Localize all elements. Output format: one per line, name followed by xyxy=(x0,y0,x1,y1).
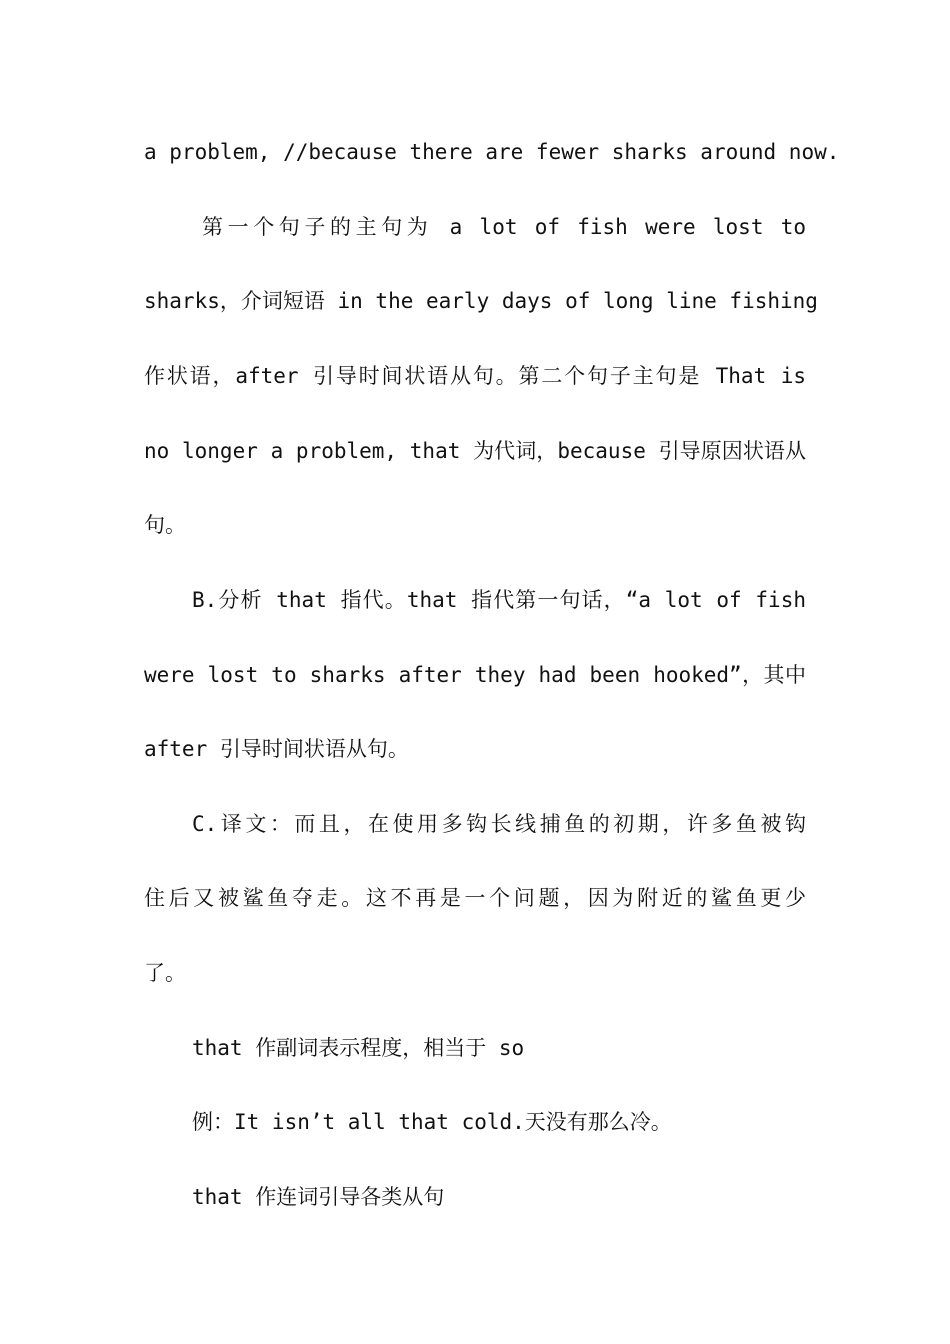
paragraph-line-15: that 作连词引导各类从句 xyxy=(192,1185,445,1209)
paragraph-line-10: C.译文：而且，在使用多钩长线捕鱼的初期，许多鱼被钩 xyxy=(192,812,806,836)
paragraph-line-2: 第一个句子的主句为 a lot of fish were lost to xyxy=(202,215,806,239)
paragraph-line-1: a problem, //because there are fewer sharks around now. xyxy=(144,140,840,164)
paragraph-line-13: that 作副词表示程度，相当于 so xyxy=(192,1036,525,1060)
paragraph-line-6: 句。 xyxy=(144,513,186,537)
paragraph-line-14: 例：It isn’t all that cold.天没有那么冷。 xyxy=(192,1110,672,1134)
paragraph-line-9: after 引导时间状语从句。 xyxy=(144,737,409,761)
paragraph-line-4: 作状语，after 引导时间状语从句。第二个句子主句是 That is xyxy=(144,364,806,388)
paragraph-line-8: were lost to sharks after they had been hooked”，其中 xyxy=(144,663,806,687)
paragraph-line-7: B.分析 that 指代。that 指代第一句话，“a lot of fish xyxy=(192,588,806,612)
paragraph-line-3: sharks，介词短语 in the early days of long line fishing xyxy=(144,289,818,313)
paragraph-line-12: 了。 xyxy=(144,961,186,985)
paragraph-line-11: 住后又被鲨鱼夺走。这不再是一个问题，因为附近的鲨鱼更少 xyxy=(144,886,806,910)
paragraph-line-5: no longer a problem, that 为代词，because 引导原因状语从 xyxy=(144,439,806,463)
